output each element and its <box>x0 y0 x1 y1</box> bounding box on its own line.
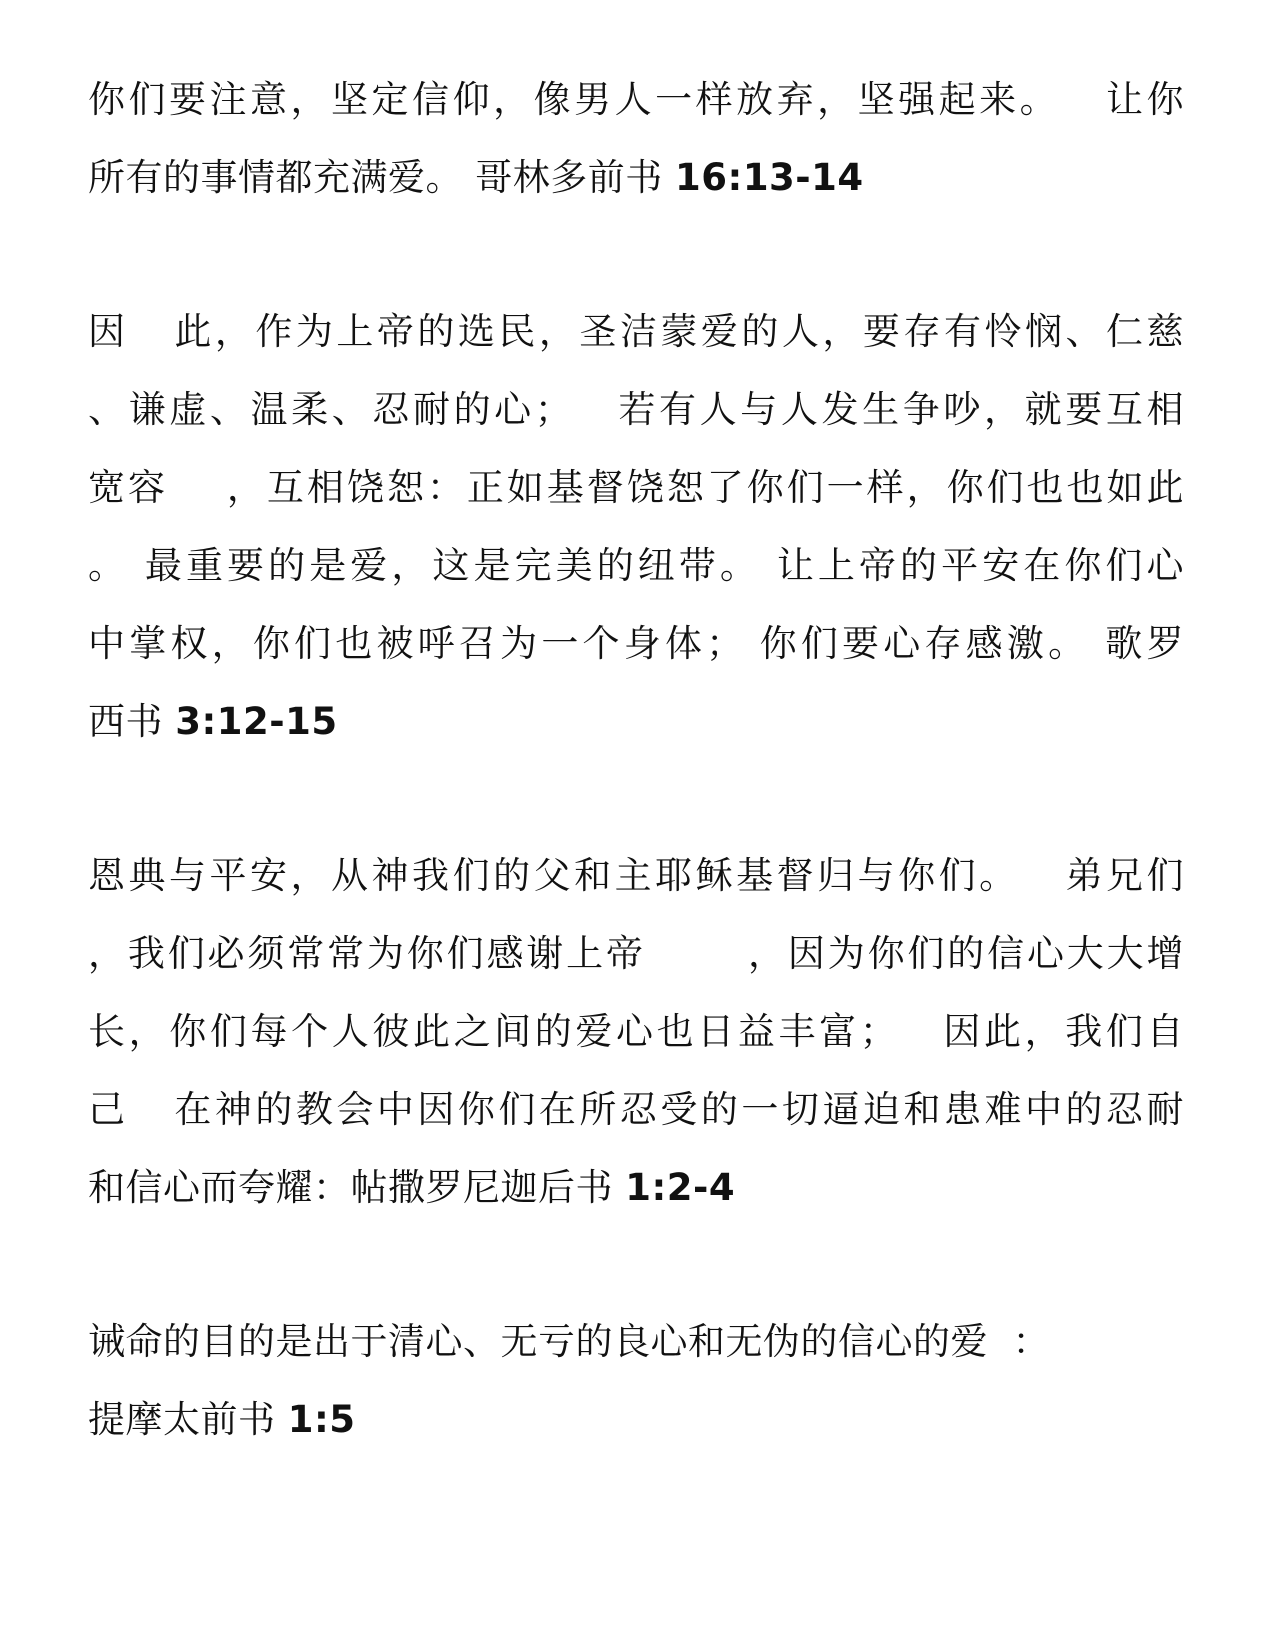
passage-3-text: 和信心而夸耀：帖撒罗尼迦后书 <box>88 1166 626 1209</box>
passage-3-line-3: 长，你们每个人彼此之间的爱心也日益丰富； 因此，我们自 <box>88 1010 1184 1053</box>
passage-2-line-5: 中掌权，你们也被呼召为一个身体； 你们要心存感激。 歌罗 <box>88 622 1184 665</box>
passage-2-line-4: 。 最重要的是爱，这是完美的纽带。 让上帝的平安在你们心 <box>88 544 1184 587</box>
passage-4-text: 提摩太前书 <box>88 1398 288 1441</box>
passage-2-line-2: 、谦虚、温柔、忍耐的心； 若有人与人发生争吵，就要互相 <box>88 388 1184 431</box>
passage-1-reference: 16:13-14 <box>675 156 864 199</box>
passage-3-line-5 <box>88 1166 735 1210</box>
passage-2-line-6 <box>88 700 338 744</box>
passage-4-line-2 <box>88 1398 356 1442</box>
passage-2-text: 西书 <box>88 700 176 743</box>
passage-4-line-1: 诫命的目的是出于清心、无亏的良心和无伪的信心的爱 ： <box>88 1320 1051 1363</box>
passage-1-text: 所有的事情都充满爱。 哥林多前书 <box>88 156 676 199</box>
passage-2-reference: 3:12-15 <box>175 700 338 743</box>
passage-3-line-4: 己 在神的教会中因你们在所忍受的一切逼迫和患难中的忍耐 <box>88 1088 1184 1131</box>
passage-3-reference: 1:2-4 <box>625 1166 736 1209</box>
passage-2-line-1: 因 此，作为上帝的选民，圣洁蒙爱的人，要存有怜悯、仁慈 <box>88 310 1184 353</box>
passage-4-reference: 1:5 <box>287 1398 356 1441</box>
passage-1-line-2 <box>88 156 864 200</box>
passage-1-line-1: 你们要注意，坚定信仰，像男人一样放弃，坚强起来。 让你 <box>88 78 1184 121</box>
passage-3-line-2: ，我们必须常常为你们感谢上帝 ，因为你们的信心大大增 <box>88 932 1184 975</box>
passage-3-line-1: 恩典与平安，从神我们的父和主耶稣基督归与你们。 弟兄们 <box>88 854 1184 897</box>
passage-2-line-3: 宽容 ，互相饶恕：正如基督饶恕了你们一样，你们也也如此 <box>88 466 1184 509</box>
